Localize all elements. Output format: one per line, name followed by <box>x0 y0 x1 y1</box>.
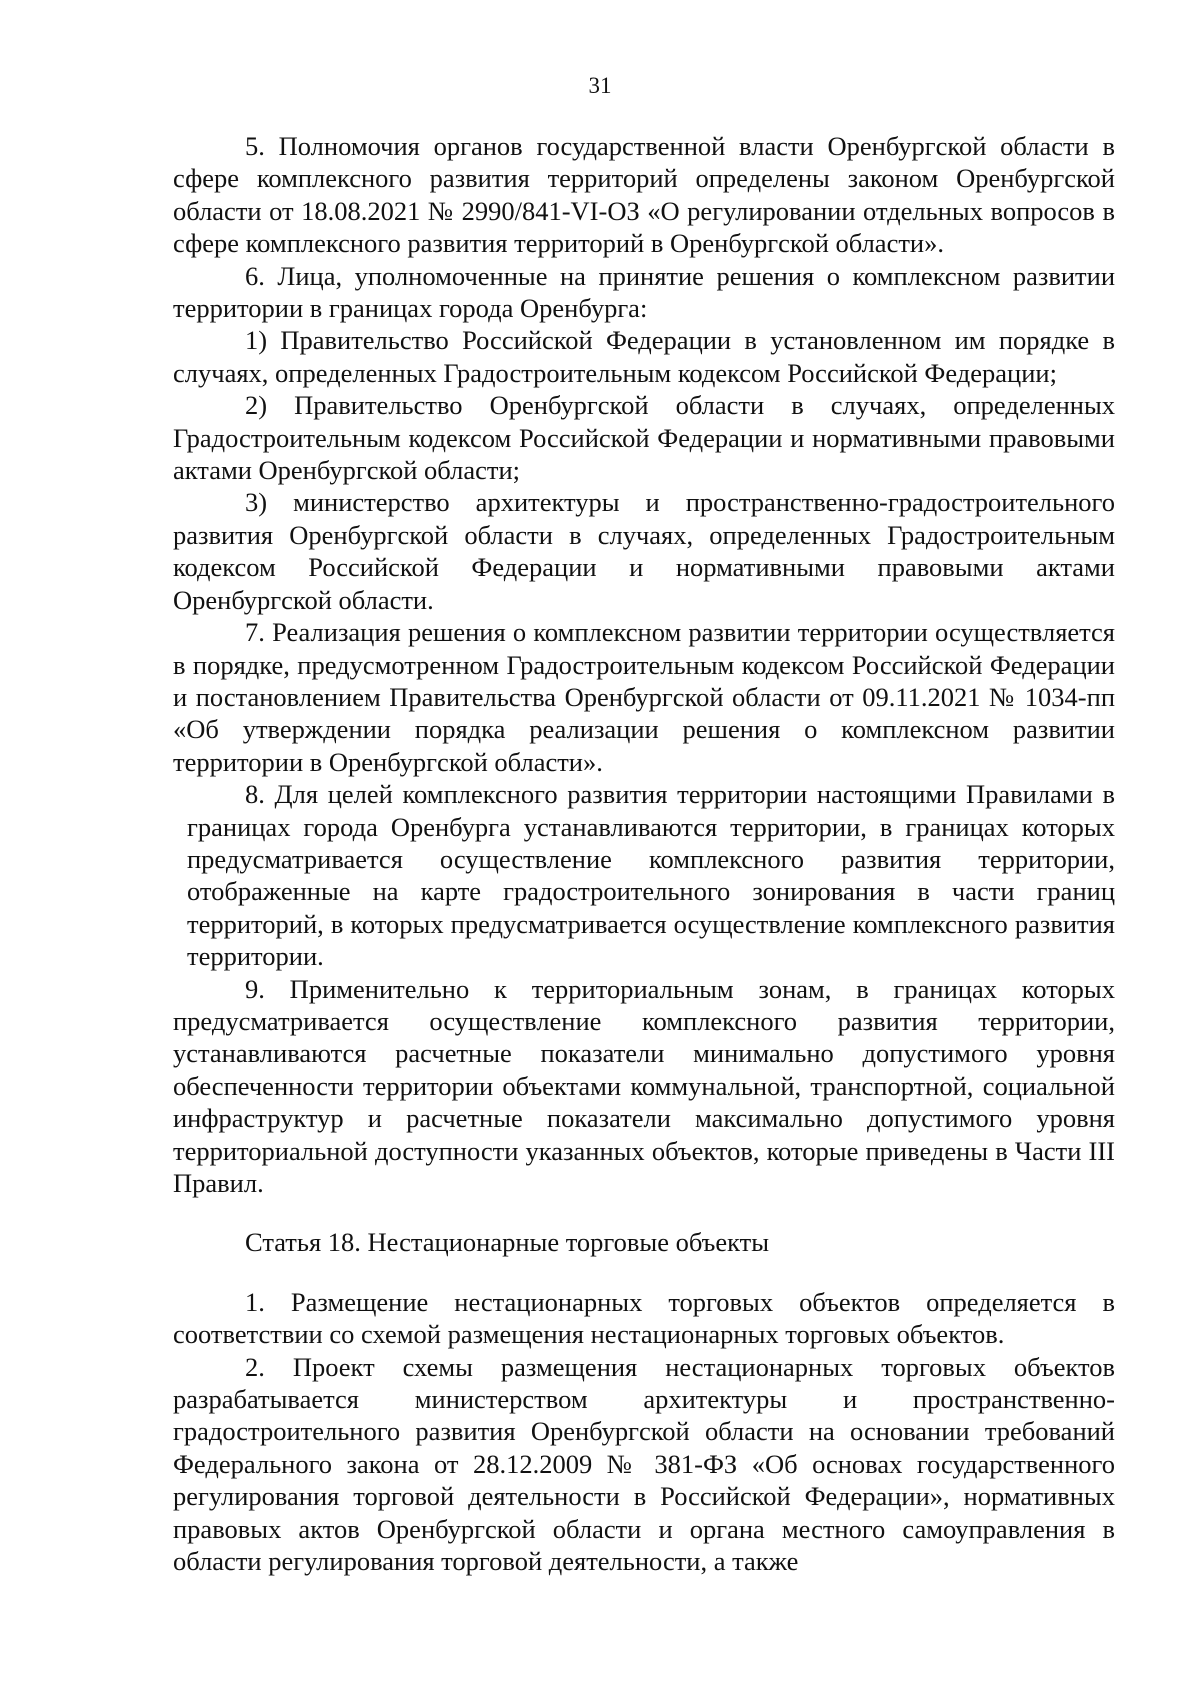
list-item-2: 2) Правительство Оренбургской области в случаях, определенных Градостроительным кодексом Российской Федерации и нормативными правовыми актами Оренбургской области; <box>173 390 1115 486</box>
article-paragraph-1: 1. Размещение нестационарных торговых объектов определяется в соответствии со схемой размещения нестационарных торговых объектов. <box>173 1286 1115 1350</box>
document-body <box>173 130 1115 1577</box>
paragraph-8: 8. Для целей комплексного развития территории настоящими Правилами в границах города Оренбурга устанавливаются территории, в границах которых предусматривается осуществление комплексного развития территории, отображенные на карте градостроительного зонирования в части границ территорий, в которых предусматривается осуществление комплексного развития территории. <box>187 779 1115 972</box>
article-paragraph-2: 2. Проект схемы размещения нестационарных торговых объектов разрабатывается министерством архитектуры и пространственно-градостроительного развития Оренбургской области на основании требований Федерального закона от 28.12.2009 № 381-ФЗ «Об основах государственного регулирования торговой деятельности в Российской Федерации», нормативных правовых актов Оренбургской области и органа местного самоуправления в области регулирования торговой деятельности, а также <box>173 1351 1115 1577</box>
paragraph-9: 9. Применительно к территориальным зонам, в границах которых предусматривается осуществление комплексного развития территории, устанавливаются расчетные показатели минимально допустимого уровня обеспеченности территории объектами коммунальной, транспортной, социальной инфраструктур и расчетные показатели максимально допустимого уровня территориальной доступности указанных объектов, которые приведены в Части III Правил. <box>173 973 1115 1198</box>
page-number: 31 <box>588 73 612 98</box>
list-item-1: 1) Правительство Российской Федерации в установленном им порядке в случаях, определенных Градостроительным кодексом Российской Федерации; <box>173 325 1115 388</box>
paragraph-5: 5. Полномочия органов государственной власти Оренбургской области в сфере комплексного развития территорий определены законом Оренбургской области от 18.08.2021 № 2990/841-VI-ОЗ «О регулировании отдельных вопросов в сфере комплексного развития территорий в Оренбургской области». <box>173 131 1115 259</box>
paragraph-7: 7. Реализация решения о комплексном развитии территории осуществляется в порядке, предусмотренном Градостроительным кодексом Российской Федерации и постановлением Правительства Оренбургской области от 09.11.2021 № 1034-пп «Об утверждении порядка реализации решения о комплексном развитии территории в Оренбургской области». <box>173 617 1115 777</box>
article-heading: Статья 18. Нестационарные торговые объекты <box>245 1227 770 1258</box>
list-item-3: 3) министерство архитектуры и пространственно-градостроительного развития Оренбургской области в случаях, определенных Градостроительным кодексом Российской Федерации и нормативными правовыми актами Оренбургской области. <box>173 487 1115 615</box>
paragraph-6: 6. Лица, уполномоченные на принятие решения о комплексном развитии территории в границах города Оренбурга: <box>173 260 1115 324</box>
